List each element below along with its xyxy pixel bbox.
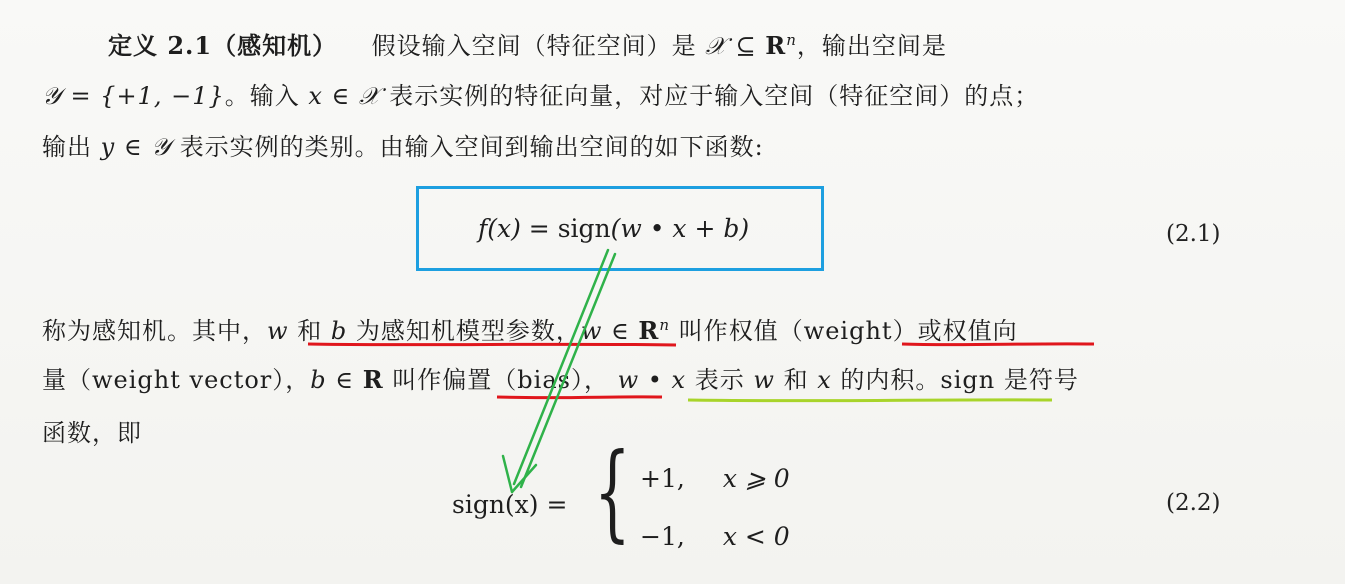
p4-superscript: n [659, 316, 671, 334]
real-space-symbol: R [765, 31, 787, 60]
p4-weight-cn: 权值 [728, 317, 779, 345]
equation-number-2-2: (2.2) [1166, 490, 1221, 516]
underline-weight [902, 344, 1094, 345]
p5-b-in: b ∈ [310, 366, 363, 394]
p4-b: b [330, 317, 348, 345]
underline-bias [497, 397, 662, 398]
green-arrow [503, 250, 615, 492]
case1-value: +1, [640, 464, 685, 493]
p4-params: 为感知机模型参数 [355, 317, 556, 345]
case2-condition: x < 0 [722, 522, 790, 551]
p5-real-symbol: R [362, 365, 384, 394]
definition-label: 定义 2.1（感知机） [108, 31, 338, 60]
p4-w: w [267, 317, 289, 345]
p5-called: 叫作 [392, 366, 443, 394]
eq1-lhs: f(x) = [478, 214, 558, 243]
definition-text-1-tail: ，输出空间是 [796, 32, 947, 60]
p5-bias-cn: 偏置 [442, 366, 493, 394]
case2-value: −1, [640, 522, 685, 551]
dimension-superscript: n [786, 31, 797, 49]
input-x-math: x ∈ 𝒳 [308, 82, 381, 110]
paragraph-line-6: 函数，即 [42, 419, 142, 447]
definition-text-3b: 表示实例的类别。由输入空间到输出空间的如下函数: [179, 133, 764, 161]
case1-condition: x ⩾ 0 [722, 464, 790, 493]
p5-comma: ， [583, 366, 609, 394]
p5-inner-product: 的内积 [840, 366, 916, 394]
output-space-math: 𝒴 = {+1, −1} [42, 82, 225, 110]
p4-called: 叫作 [678, 317, 729, 345]
cases-brace: { [594, 431, 631, 553]
underline-inner-product [688, 400, 1052, 401]
definition-text-3a: 输出 [42, 133, 92, 161]
p5-w: w [753, 366, 775, 394]
definition-text-1: 假设输入空间（特征空间）是 [371, 32, 697, 60]
p4-weight-en: （weight） [778, 317, 918, 345]
p5-and: 和 [783, 366, 809, 394]
p4-or: 或权值向 [917, 317, 1018, 345]
p5-x: x [817, 366, 832, 394]
p5-represents: 表示 [694, 366, 745, 394]
eq2-lhs: sign(x) = [452, 490, 568, 519]
p5-tail: 。sign 是符号 [915, 366, 1079, 394]
definition-text-2a: 。输入 [224, 82, 300, 110]
p4-text-a: 称为感知机。其中， [42, 317, 267, 345]
input-space-math: 𝒳 ⊆ [705, 32, 766, 60]
p4-real-symbol: R [638, 316, 660, 345]
eq1-sign: sign [557, 214, 611, 243]
definition-text-2b: 表示实例的特征向量，对应于输入空间（特征空间）的点； [389, 82, 1040, 110]
p4-w-in: w ∈ [580, 317, 639, 345]
p4-comma: ， [555, 317, 581, 345]
p4-and: 和 [297, 317, 323, 345]
p5-wx: w • x [617, 366, 687, 394]
output-y-math: y ∈ 𝒴 [100, 133, 172, 161]
p5-text-a: 量（weight vector）， [42, 366, 311, 394]
eq1-args: (w • x + b) [610, 214, 750, 243]
p5-bias-en: （bias） [492, 366, 584, 394]
underline-model-params [308, 344, 676, 345]
equation-number-2-1: (2.1) [1166, 221, 1221, 247]
